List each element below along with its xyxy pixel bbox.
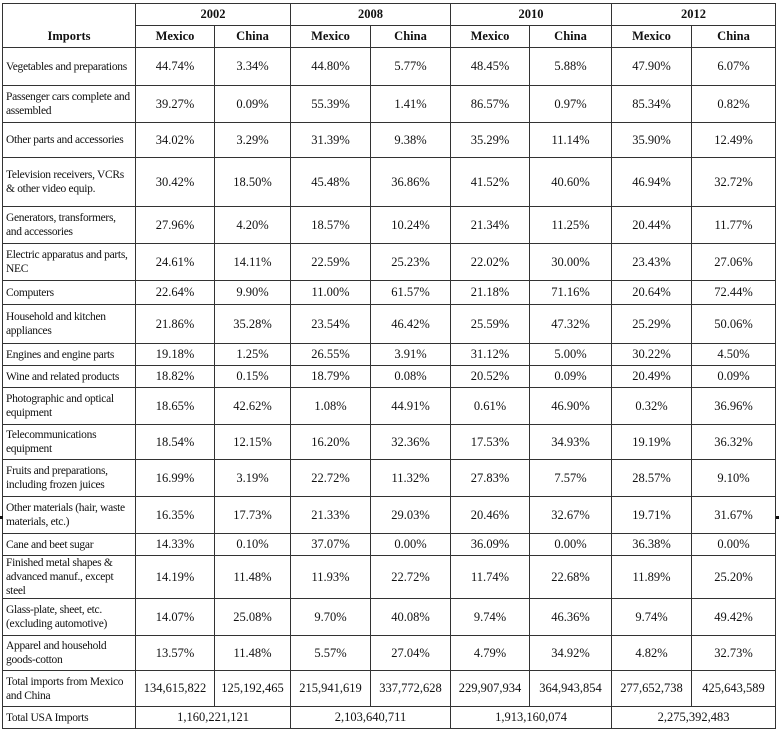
cell-value: 61.57% — [371, 281, 451, 305]
table-row — [3, 425, 776, 460]
cell-value: 40.60% — [530, 158, 612, 207]
cell-value: 36.32% — [692, 425, 776, 460]
cell-value: 17.53% — [451, 425, 530, 460]
cell-value: 11.77% — [692, 207, 776, 244]
cell-value: 46.94% — [612, 158, 692, 207]
cell-value: 364,943,854 — [530, 671, 612, 707]
table-row — [3, 123, 776, 158]
subheader-china-2010: China — [530, 26, 612, 48]
cell-value: 25.20% — [692, 556, 776, 599]
cell-value: 3.19% — [215, 460, 291, 497]
cell-value: 0.32% — [612, 388, 692, 425]
cell-value: 25.59% — [451, 305, 530, 344]
subheader-mexico-2012: Mexico — [612, 26, 692, 48]
cell-value: 23.54% — [291, 305, 371, 344]
year-header-2012: 2012 — [612, 4, 776, 26]
imports-column-header: Imports — [3, 26, 136, 48]
subheader-mexico-2008: Mexico — [291, 26, 371, 48]
cell-value: 28.57% — [612, 460, 692, 497]
cell-value: 3.91% — [371, 344, 451, 366]
cell-value: 18.82% — [136, 366, 215, 388]
table-row — [3, 158, 776, 207]
cell-value: 36.96% — [692, 388, 776, 425]
cell-value: 21.86% — [136, 305, 215, 344]
cell-value: 18.54% — [136, 425, 215, 460]
cell-value: 229,907,934 — [451, 671, 530, 707]
cell-value: 4.82% — [612, 636, 692, 671]
cell-value: 21.34% — [451, 207, 530, 244]
cell-value: 425,643,589 — [692, 671, 776, 707]
header-corner — [3, 4, 136, 26]
cell-value: 11.25% — [530, 207, 612, 244]
cell-value: 32.36% — [371, 425, 451, 460]
cell-value: 0.00% — [692, 534, 776, 556]
cell-value: 1.25% — [215, 344, 291, 366]
cell-value: 9.38% — [371, 123, 451, 158]
row-label: Engines and engine parts — [3, 344, 136, 366]
cell-value: 17.73% — [215, 497, 291, 534]
cell-value: 0.09% — [215, 86, 291, 123]
cell-value: 0.15% — [215, 366, 291, 388]
cell-value: 0.10% — [215, 534, 291, 556]
cell-value: 26.55% — [291, 344, 371, 366]
cell-value: 25.29% — [612, 305, 692, 344]
cell-value: 14.11% — [215, 244, 291, 281]
cell-value: 49.42% — [692, 599, 776, 636]
cell-value: 22.64% — [136, 281, 215, 305]
cell-value: 4.50% — [692, 344, 776, 366]
cell-value: 19.19% — [612, 425, 692, 460]
cell-value: 39.27% — [136, 86, 215, 123]
cell-value: 19.71% — [612, 497, 692, 534]
cell-value: 45.48% — [291, 158, 371, 207]
total-usa-value: 1,160,221,121 — [136, 707, 291, 729]
edge-mark-left — [0, 516, 3, 519]
cell-value: 31.39% — [291, 123, 371, 158]
cell-value: 20.46% — [451, 497, 530, 534]
row-label: Finished metal shapes & advanced manuf., except steel — [3, 556, 136, 599]
table-row — [3, 534, 776, 556]
cell-value: 11.00% — [291, 281, 371, 305]
cell-value: 86.57% — [451, 86, 530, 123]
table-row — [3, 556, 776, 599]
cell-value: 11.89% — [612, 556, 692, 599]
cell-value: 4.79% — [451, 636, 530, 671]
cell-value: 25.23% — [371, 244, 451, 281]
cell-value: 277,652,738 — [612, 671, 692, 707]
row-label: Passenger cars complete and assembled — [3, 86, 136, 123]
cell-value: 22.02% — [451, 244, 530, 281]
cell-value: 21.18% — [451, 281, 530, 305]
cell-value: 5.77% — [371, 48, 451, 86]
cell-value: 11.32% — [371, 460, 451, 497]
cell-value: 44.91% — [371, 388, 451, 425]
edge-mark-right — [776, 516, 779, 519]
table-row — [3, 344, 776, 366]
cell-value: 40.08% — [371, 599, 451, 636]
cell-value: 7.57% — [530, 460, 612, 497]
table-row — [3, 599, 776, 636]
cell-value: 13.57% — [136, 636, 215, 671]
cell-value: 44.74% — [136, 48, 215, 86]
cell-value: 44.80% — [291, 48, 371, 86]
cell-value: 41.52% — [451, 158, 530, 207]
table-row — [3, 460, 776, 497]
row-label: Electric apparatus and parts, NEC — [3, 244, 136, 281]
total-usa-value: 2,103,640,711 — [291, 707, 451, 729]
cell-value: 125,192,465 — [215, 671, 291, 707]
cell-value: 22.72% — [371, 556, 451, 599]
table-row — [3, 636, 776, 671]
cell-value: 46.36% — [530, 599, 612, 636]
cell-value: 14.33% — [136, 534, 215, 556]
cell-value: 1.08% — [291, 388, 371, 425]
table-body — [3, 48, 776, 729]
row-label: Vegetables and preparations — [3, 48, 136, 86]
cell-value: 5.88% — [530, 48, 612, 86]
cell-value: 3.29% — [215, 123, 291, 158]
cell-value: 35.90% — [612, 123, 692, 158]
row-label: Apparel and household goods-cotton — [3, 636, 136, 671]
cell-value: 35.28% — [215, 305, 291, 344]
table-row — [3, 366, 776, 388]
cell-value: 42.62% — [215, 388, 291, 425]
cell-value: 36.38% — [612, 534, 692, 556]
cell-value: 11.48% — [215, 556, 291, 599]
cell-value: 34.93% — [530, 425, 612, 460]
cell-value: 11.93% — [291, 556, 371, 599]
cell-value: 24.61% — [136, 244, 215, 281]
cell-value: 5.00% — [530, 344, 612, 366]
cell-value: 11.74% — [451, 556, 530, 599]
cell-value: 27.04% — [371, 636, 451, 671]
subheader-mexico-2010: Mexico — [451, 26, 530, 48]
row-label: Cane and beet sugar — [3, 534, 136, 556]
total-usa-label: Total USA Imports — [3, 707, 136, 729]
cell-value: 32.72% — [692, 158, 776, 207]
subheader-china-2012: China — [692, 26, 776, 48]
cell-value: 21.33% — [291, 497, 371, 534]
subheader-mexico-2002: Mexico — [136, 26, 215, 48]
cell-value: 215,941,619 — [291, 671, 371, 707]
cell-value: 0.09% — [530, 366, 612, 388]
cell-value: 36.86% — [371, 158, 451, 207]
row-label: Wine and related products — [3, 366, 136, 388]
cell-value: 32.67% — [530, 497, 612, 534]
year-header-2002: 2002 — [136, 4, 291, 26]
cell-value: 9.70% — [291, 599, 371, 636]
cell-value: 16.99% — [136, 460, 215, 497]
cell-value: 11.14% — [530, 123, 612, 158]
cell-value: 0.09% — [692, 366, 776, 388]
row-label: Household and kitchen appliances — [3, 305, 136, 344]
cell-value: 6.07% — [692, 48, 776, 86]
row-label: Generators, transformers, and accessories — [3, 207, 136, 244]
cell-value: 34.02% — [136, 123, 215, 158]
cell-value: 27.83% — [451, 460, 530, 497]
cell-value: 27.06% — [692, 244, 776, 281]
cell-value: 18.50% — [215, 158, 291, 207]
cell-value: 9.74% — [612, 599, 692, 636]
cell-value: 9.90% — [215, 281, 291, 305]
cell-value: 12.15% — [215, 425, 291, 460]
cell-value: 0.61% — [451, 388, 530, 425]
row-label: Photographic and optical equipment — [3, 388, 136, 425]
cell-value: 35.29% — [451, 123, 530, 158]
cell-value: 47.90% — [612, 48, 692, 86]
cell-value: 20.49% — [612, 366, 692, 388]
table-row — [3, 497, 776, 534]
cell-value: 22.68% — [530, 556, 612, 599]
table-row — [3, 244, 776, 281]
cell-value: 4.20% — [215, 207, 291, 244]
subheader-china-2002: China — [215, 26, 291, 48]
cell-value: 12.49% — [692, 123, 776, 158]
cell-value: 9.10% — [692, 460, 776, 497]
table-row — [3, 207, 776, 244]
cell-value: 1.41% — [371, 86, 451, 123]
cell-value: 71.16% — [530, 281, 612, 305]
cell-value: 16.35% — [136, 497, 215, 534]
imports-table — [2, 3, 776, 729]
table-row — [3, 281, 776, 305]
cell-value: 9.74% — [451, 599, 530, 636]
year-header-2010: 2010 — [451, 4, 612, 26]
table-row — [3, 305, 776, 344]
cell-value: 32.73% — [692, 636, 776, 671]
cell-value: 48.45% — [451, 48, 530, 86]
cell-value: 37.07% — [291, 534, 371, 556]
cell-value: 34.92% — [530, 636, 612, 671]
table-row — [3, 48, 776, 86]
cell-value: 46.90% — [530, 388, 612, 425]
cell-value: 3.34% — [215, 48, 291, 86]
cell-value: 30.22% — [612, 344, 692, 366]
cell-value: 27.96% — [136, 207, 215, 244]
table-row — [3, 388, 776, 425]
row-label: Fruits and preparations, including frozen juices — [3, 460, 136, 497]
cell-value: 10.24% — [371, 207, 451, 244]
row-label: Other materials (hair, waste materials, etc.) — [3, 497, 136, 534]
cell-value: 29.03% — [371, 497, 451, 534]
cell-value: 22.59% — [291, 244, 371, 281]
table-row — [3, 86, 776, 123]
cell-value: 20.52% — [451, 366, 530, 388]
row-label: Television receivers, VCRs & other video equip. — [3, 158, 136, 207]
cell-value: 47.32% — [530, 305, 612, 344]
cell-value: 85.34% — [612, 86, 692, 123]
cell-value: 337,772,628 — [371, 671, 451, 707]
cell-value: 14.19% — [136, 556, 215, 599]
year-header-2008: 2008 — [291, 4, 451, 26]
cell-value: 0.00% — [530, 534, 612, 556]
cell-value: 23.43% — [612, 244, 692, 281]
cell-value: 20.64% — [612, 281, 692, 305]
cell-value: 30.00% — [530, 244, 612, 281]
total-usa-value: 2,275,392,483 — [612, 707, 776, 729]
cell-value: 16.20% — [291, 425, 371, 460]
cell-value: 5.57% — [291, 636, 371, 671]
row-label: Glass-plate, sheet, etc. (excluding automotive) — [3, 599, 136, 636]
cell-value: 0.00% — [371, 534, 451, 556]
cell-value: 50.06% — [692, 305, 776, 344]
cell-value: 14.07% — [136, 599, 215, 636]
total-usa-value: 1,913,160,074 — [451, 707, 612, 729]
row-label: Total imports from Mexico and China — [3, 671, 136, 707]
row-label: Telecommunications equipment — [3, 425, 136, 460]
cell-value: 11.48% — [215, 636, 291, 671]
cell-value: 25.08% — [215, 599, 291, 636]
row-label: Computers — [3, 281, 136, 305]
cell-value: 36.09% — [451, 534, 530, 556]
table-row — [3, 671, 776, 707]
cell-value: 30.42% — [136, 158, 215, 207]
subheader-china-2008: China — [371, 26, 451, 48]
cell-value: 46.42% — [371, 305, 451, 344]
cell-value: 134,615,822 — [136, 671, 215, 707]
cell-value: 0.97% — [530, 86, 612, 123]
cell-value: 0.82% — [692, 86, 776, 123]
cell-value: 18.57% — [291, 207, 371, 244]
cell-value: 55.39% — [291, 86, 371, 123]
cell-value: 18.65% — [136, 388, 215, 425]
cell-value: 31.67% — [692, 497, 776, 534]
row-label: Other parts and accessories — [3, 123, 136, 158]
total-usa-row — [3, 707, 776, 729]
cell-value: 20.44% — [612, 207, 692, 244]
cell-value: 18.79% — [291, 366, 371, 388]
cell-value: 19.18% — [136, 344, 215, 366]
cell-value: 72.44% — [692, 281, 776, 305]
cell-value: 0.08% — [371, 366, 451, 388]
cell-value: 22.72% — [291, 460, 371, 497]
cell-value: 31.12% — [451, 344, 530, 366]
